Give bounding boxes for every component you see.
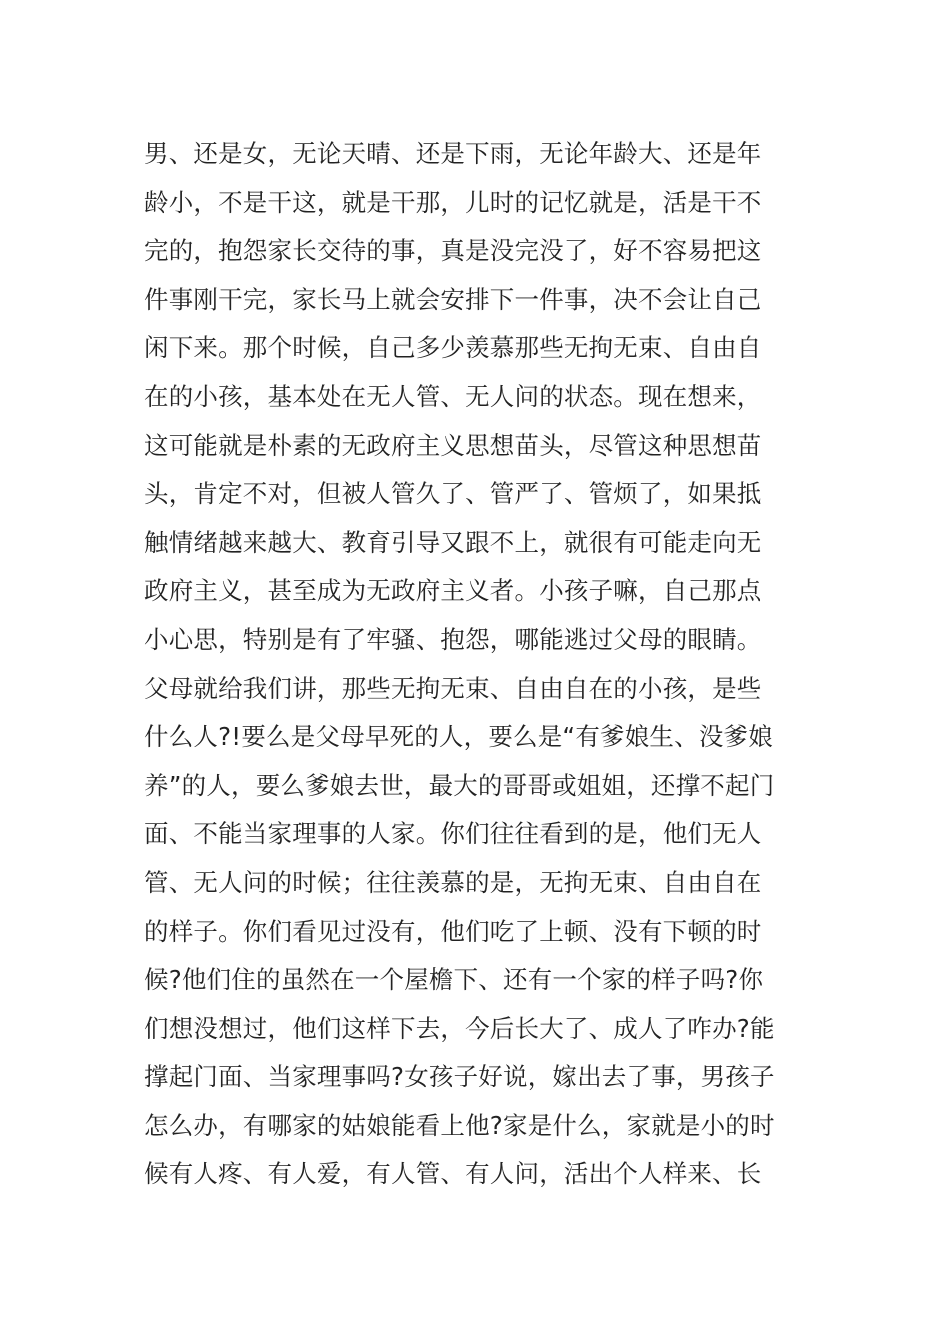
text-line-9: 触情绪越来越大、教育引导又跟不上，就很有可能走向无 xyxy=(144,527,762,557)
text-line-19: 们想没想过，他们这样下去，今后长大了、成人了咋办?能 xyxy=(144,1013,775,1043)
text-line-10: 政府主义，甚至成为无政府主义者。小孩子嘛，自己那点 xyxy=(144,576,762,606)
text-line-11: 小心思，特别是有了牢骚、抱怨，哪能逃过父母的眼睛。 xyxy=(144,624,762,654)
text-line-17: 的样子。你们看见过没有，他们吃了上顿、没有下顿的时 xyxy=(144,916,762,946)
text-line-4: 件事刚干完，家长马上就会安排下一件事，决不会让自己 xyxy=(144,284,762,314)
text-line-20: 撑起门面、当家理事吗?女孩子好说，嫁出去了事，男孩子 xyxy=(144,1062,775,1092)
text-line-22: 候有人疼、有人爱，有人管、有人问，活出个人样来、长 xyxy=(144,1159,762,1189)
text-line-13: 什么人?!要么是父母早死的人，要么是“有爹娘生、没爹娘 xyxy=(144,722,773,752)
text-line-7: 这可能就是朴素的无政府主义思想苗头，尽管这种思想苗 xyxy=(144,430,762,460)
text-line-1: 男、还是女，无论天晴、还是下雨，无论年龄大、还是年 xyxy=(144,139,762,168)
text-line-14: 养”的人，要么爹娘去世，最大的哥哥或姐姐，还撑不起门 xyxy=(144,770,775,800)
body-paragraph xyxy=(144,130,814,1199)
text-line-2: 龄小，不是干这，就是干那，儿时的记忆就是，活是干不 xyxy=(144,187,762,217)
text-line-6: 在的小孩，基本处在无人管、无人问的状态。现在想来， xyxy=(144,381,762,411)
text-line-16: 管、无人问的时候；往往羡慕的是，无拘无束、自由自在 xyxy=(144,867,762,897)
text-line-12: 父母就给我们讲，那些无拘无束、自由自在的小孩，是些 xyxy=(144,673,762,703)
text-line-15: 面、不能当家理事的人家。你们往往看到的是，他们无人 xyxy=(144,819,762,849)
text-line-18: 候?他们住的虽然在一个屋檐下、还有一个家的样子吗?你 xyxy=(144,965,764,995)
text-line-8: 头，肯定不对，但被人管久了、管严了、管烦了，如果抵 xyxy=(144,479,762,509)
text-line-5: 闲下来。那个时候，自己多少羡慕那些无拘无束、自由自 xyxy=(144,333,762,363)
text-line-3: 完的，抱怨家长交待的事，真是没完没了，好不容易把这 xyxy=(144,236,762,266)
text-line-21: 怎么办，有哪家的姑娘能看上他?家是什么，家就是小的时 xyxy=(144,1110,775,1140)
